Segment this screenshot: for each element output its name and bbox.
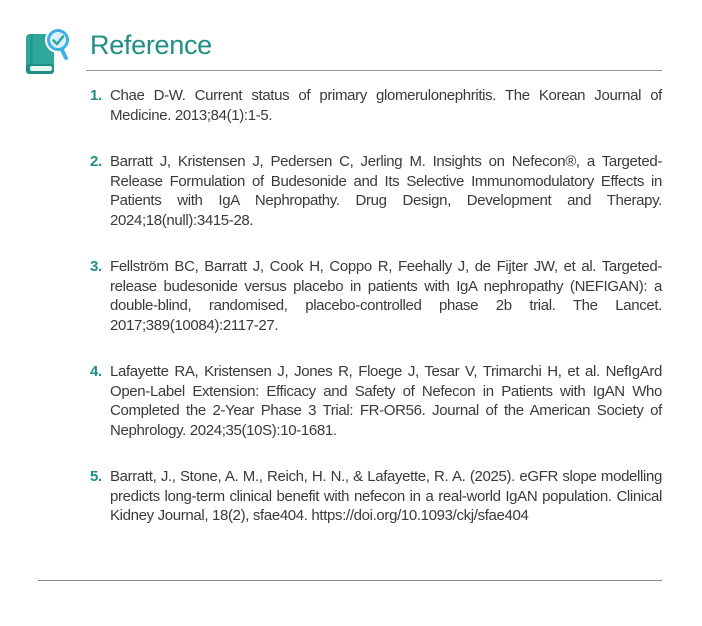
reference-text: Chae D-W. Current status of primary glomerulonephritis. The Korean Journal of Medicine. 2013;84(1):1-5. [110, 87, 662, 124]
book-with-magnifier-icon [24, 24, 76, 80]
reference-text: Barratt J, Kristensen J, Pedersen C, Jerling M. Insights on Nefecon®, a Targeted-Release Formulation of Budesonide and Its Selective Immunomodulatory Effects in Patients with IgA Nephropathy. Drug Design, Development and Therapy. 2024;18(null):3415-28. [110, 153, 662, 229]
reference-number: 1. [90, 87, 102, 104]
reference-item [90, 362, 662, 440]
title-divider [86, 70, 662, 71]
reference-text: Lafayette RA, Kristensen J, Jones R, Floege J, Tesar V, Trimarchi H, et al. NefIgArd Open-Label Extension: Efficacy and Safety of Nefecon in Patients with IgAN Who Completed the 2-Year Phase 3 Trial: FR-OR56. Journal of the American Society of Nephrology. 2024;35(10S):10-1681. [110, 363, 662, 439]
reference-item [90, 257, 662, 335]
reference-text: Barratt, J., Stone, A. M., Reich, H. N., & Lafayette, R. A. (2025). eGFR slope modelling predicts long-term clinical benefit with nefecon in a real-world IgAN population. Clinical Kidney Journal, 18(2), sfae404. https://doi.org/10.1093/ckj/sfae404 [110, 468, 662, 524]
reference-item [90, 152, 662, 230]
reference-number: 3. [90, 258, 102, 275]
bottom-divider [38, 580, 662, 581]
reference-item [90, 467, 662, 526]
reference-list [90, 86, 662, 553]
reference-text: Fellström BC, Barratt J, Cook H, Coppo R, Feehally J, de Fijter JW, et al. Targeted-release budesonide versus placebo in patients with IgA nephropathy (NEFIGAN): a double-blind, randomised, placebo-controlled phase 2b trial. The Lancet. 2017;389(10084):2117-27. [110, 258, 662, 334]
reference-item [90, 86, 662, 125]
reference-number: 5. [90, 468, 102, 485]
page-title: Reference [90, 30, 212, 60]
reference-number: 4. [90, 363, 102, 380]
reference-number: 2. [90, 153, 102, 170]
